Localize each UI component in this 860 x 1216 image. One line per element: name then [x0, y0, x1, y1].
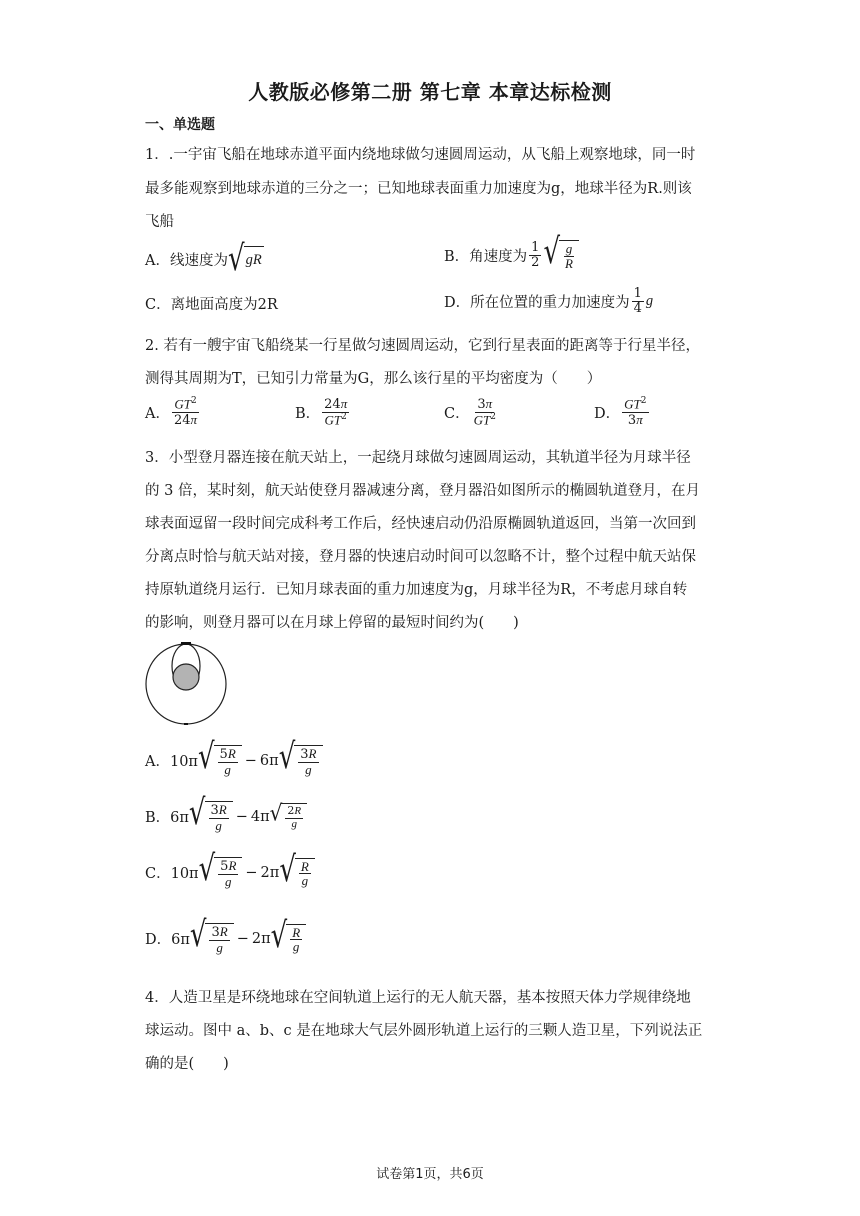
- q3-option-c: C．10π √ $\frac{5R}{g}$ − 2π √ $\frac{R}{g}$: [145, 857, 315, 888]
- q1-option-b-label: B．角速度为: [444, 248, 528, 265]
- q2-option-c: C． $\frac{3\pi}{GT^2}$: [444, 396, 496, 427]
- q2-option-a-label: A．: [145, 405, 170, 422]
- q1-line-1: 1．.一宇宙飞船在地球赤道平面内绕地球做匀速圆周运动，从飞船上观察地球，同一时: [145, 147, 696, 163]
- q3-line-5: 持原轨道绕月运行．已知月球表面的重力加速度为g，月球半径为R，不考虑月球自转: [145, 582, 688, 598]
- q1-option-d: D．所在位置的重力加速度为 $\frac{1}{4}$ g: [444, 286, 654, 316]
- sqrt-g-over-r: √ $\frac{g}{R}$: [543, 240, 579, 270]
- q1-option-a: [145, 238, 264, 280]
- q3-option-d-label: D．6π: [145, 932, 190, 949]
- moon: [173, 664, 199, 690]
- q2-option-a: A． $\frac{GT^2}{24\pi}$: [145, 396, 198, 428]
- q3-option-d: D．6π √ $\frac{3R}{g}$ − 2π √ $\frac{R}{g}$: [145, 923, 306, 954]
- space-station-marker: [181, 642, 191, 645]
- sqrt-gr: √ gR: [227, 238, 262, 280]
- q4-line-1: 4．人造卫星是环绕地球在空间轨道上运行的无人航天器，基本按照天体力学规律绕地: [145, 990, 691, 1006]
- q3-option-c-label: C．10π: [145, 866, 199, 883]
- q3-line-1: 3．小型登月器连接在航天站上，一起绕月球做匀速圆周运动，其轨道半径为月球半径: [145, 450, 691, 466]
- q4-line-3: 确的是( ): [145, 1056, 229, 1072]
- orbit-bottom-marker: [184, 723, 188, 725]
- q3-line-3: 球表面逗留一段时间完成科考工作后，经快速启动仍沿原椭圆轨道返回，当第一次回到: [145, 516, 696, 532]
- fraction-half: $\frac{1}{2}$: [531, 240, 540, 270]
- q3-option-b-coef: 4π: [250, 808, 270, 825]
- q3-option-a-label: A．10π: [145, 754, 198, 771]
- q3-line-4: 分离点时恰与航天站对接，登月器的快速启动时间可以忽略不计，整个过程中航天站保: [145, 549, 696, 565]
- q1-option-c: C．离地面高度为2R: [145, 297, 278, 313]
- q2-option-d: D． $\frac{GT^2}{3\pi}$: [594, 396, 647, 428]
- q3-option-c-coef: 2π: [260, 864, 280, 881]
- page-title: 人教版必修第二册 第七章 本章达标检测: [248, 80, 612, 104]
- q2-option-d-label: D．: [594, 405, 621, 422]
- q3-option-a: A．10π √ $\frac{5R}{g}$ − 6π √ $\frac{3R}{g}$: [145, 745, 323, 776]
- q1-option-d-label: D．所在位置的重力加速度为: [444, 294, 630, 311]
- q1-option-a-expr: gR: [244, 246, 264, 272]
- q3-option-b: B．6π √ $\frac{3R}{g}$ − 4π √ $\frac{2R}{g}$: [145, 801, 307, 832]
- q2-option-b: B． $\frac{24\pi}{GT^2}$: [295, 396, 348, 427]
- q1-line-2: 最多能观察到地球赤道的三分之一；已知地球表面重力加速度为g，地球半径为R.则该: [145, 181, 692, 197]
- q1-line-3: 飞船: [145, 214, 174, 230]
- section-heading: 一、单选题: [145, 117, 215, 133]
- q2-line-1: 2. 若有一艘宇宙飞船绕某一行星做匀速圆周运动，它到行星表面的距离等于行星半径，: [145, 338, 700, 354]
- q2-option-b-label: B．: [295, 405, 321, 422]
- q2-option-c-label: C．: [444, 405, 470, 422]
- q4-line-2: 球运动。图中 a、b、c 是在地球大气层外圆形轨道上运行的三颗人造卫星，下列说法正: [145, 1023, 703, 1039]
- q1-option-b: [444, 232, 579, 273]
- q3-line-6: 的影响，则登月器可以在月球上停留的最短时间约为( ): [145, 615, 519, 631]
- fraction-quarter: $\frac{1}{4}$: [633, 286, 642, 316]
- q3-option-d-coef: 2π: [251, 930, 271, 947]
- page-footer: 试卷第1页，共6页: [376, 1167, 484, 1182]
- q2-line-2: 测得其周期为T，已知引力常量为G，那么该行星的平均密度为（ ）: [145, 371, 602, 387]
- q3-option-a-coef: 6π: [259, 752, 279, 769]
- orbit-diagram: [140, 640, 232, 728]
- q3-line-2: 的 3 倍，某时刻，航天站使登月器减速分离，登月器沿如图所示的椭圆轨道登月，在月: [145, 483, 700, 499]
- q3-option-b-label: B．6π: [145, 810, 189, 827]
- q1-option-a-label: A．线速度为: [145, 252, 228, 269]
